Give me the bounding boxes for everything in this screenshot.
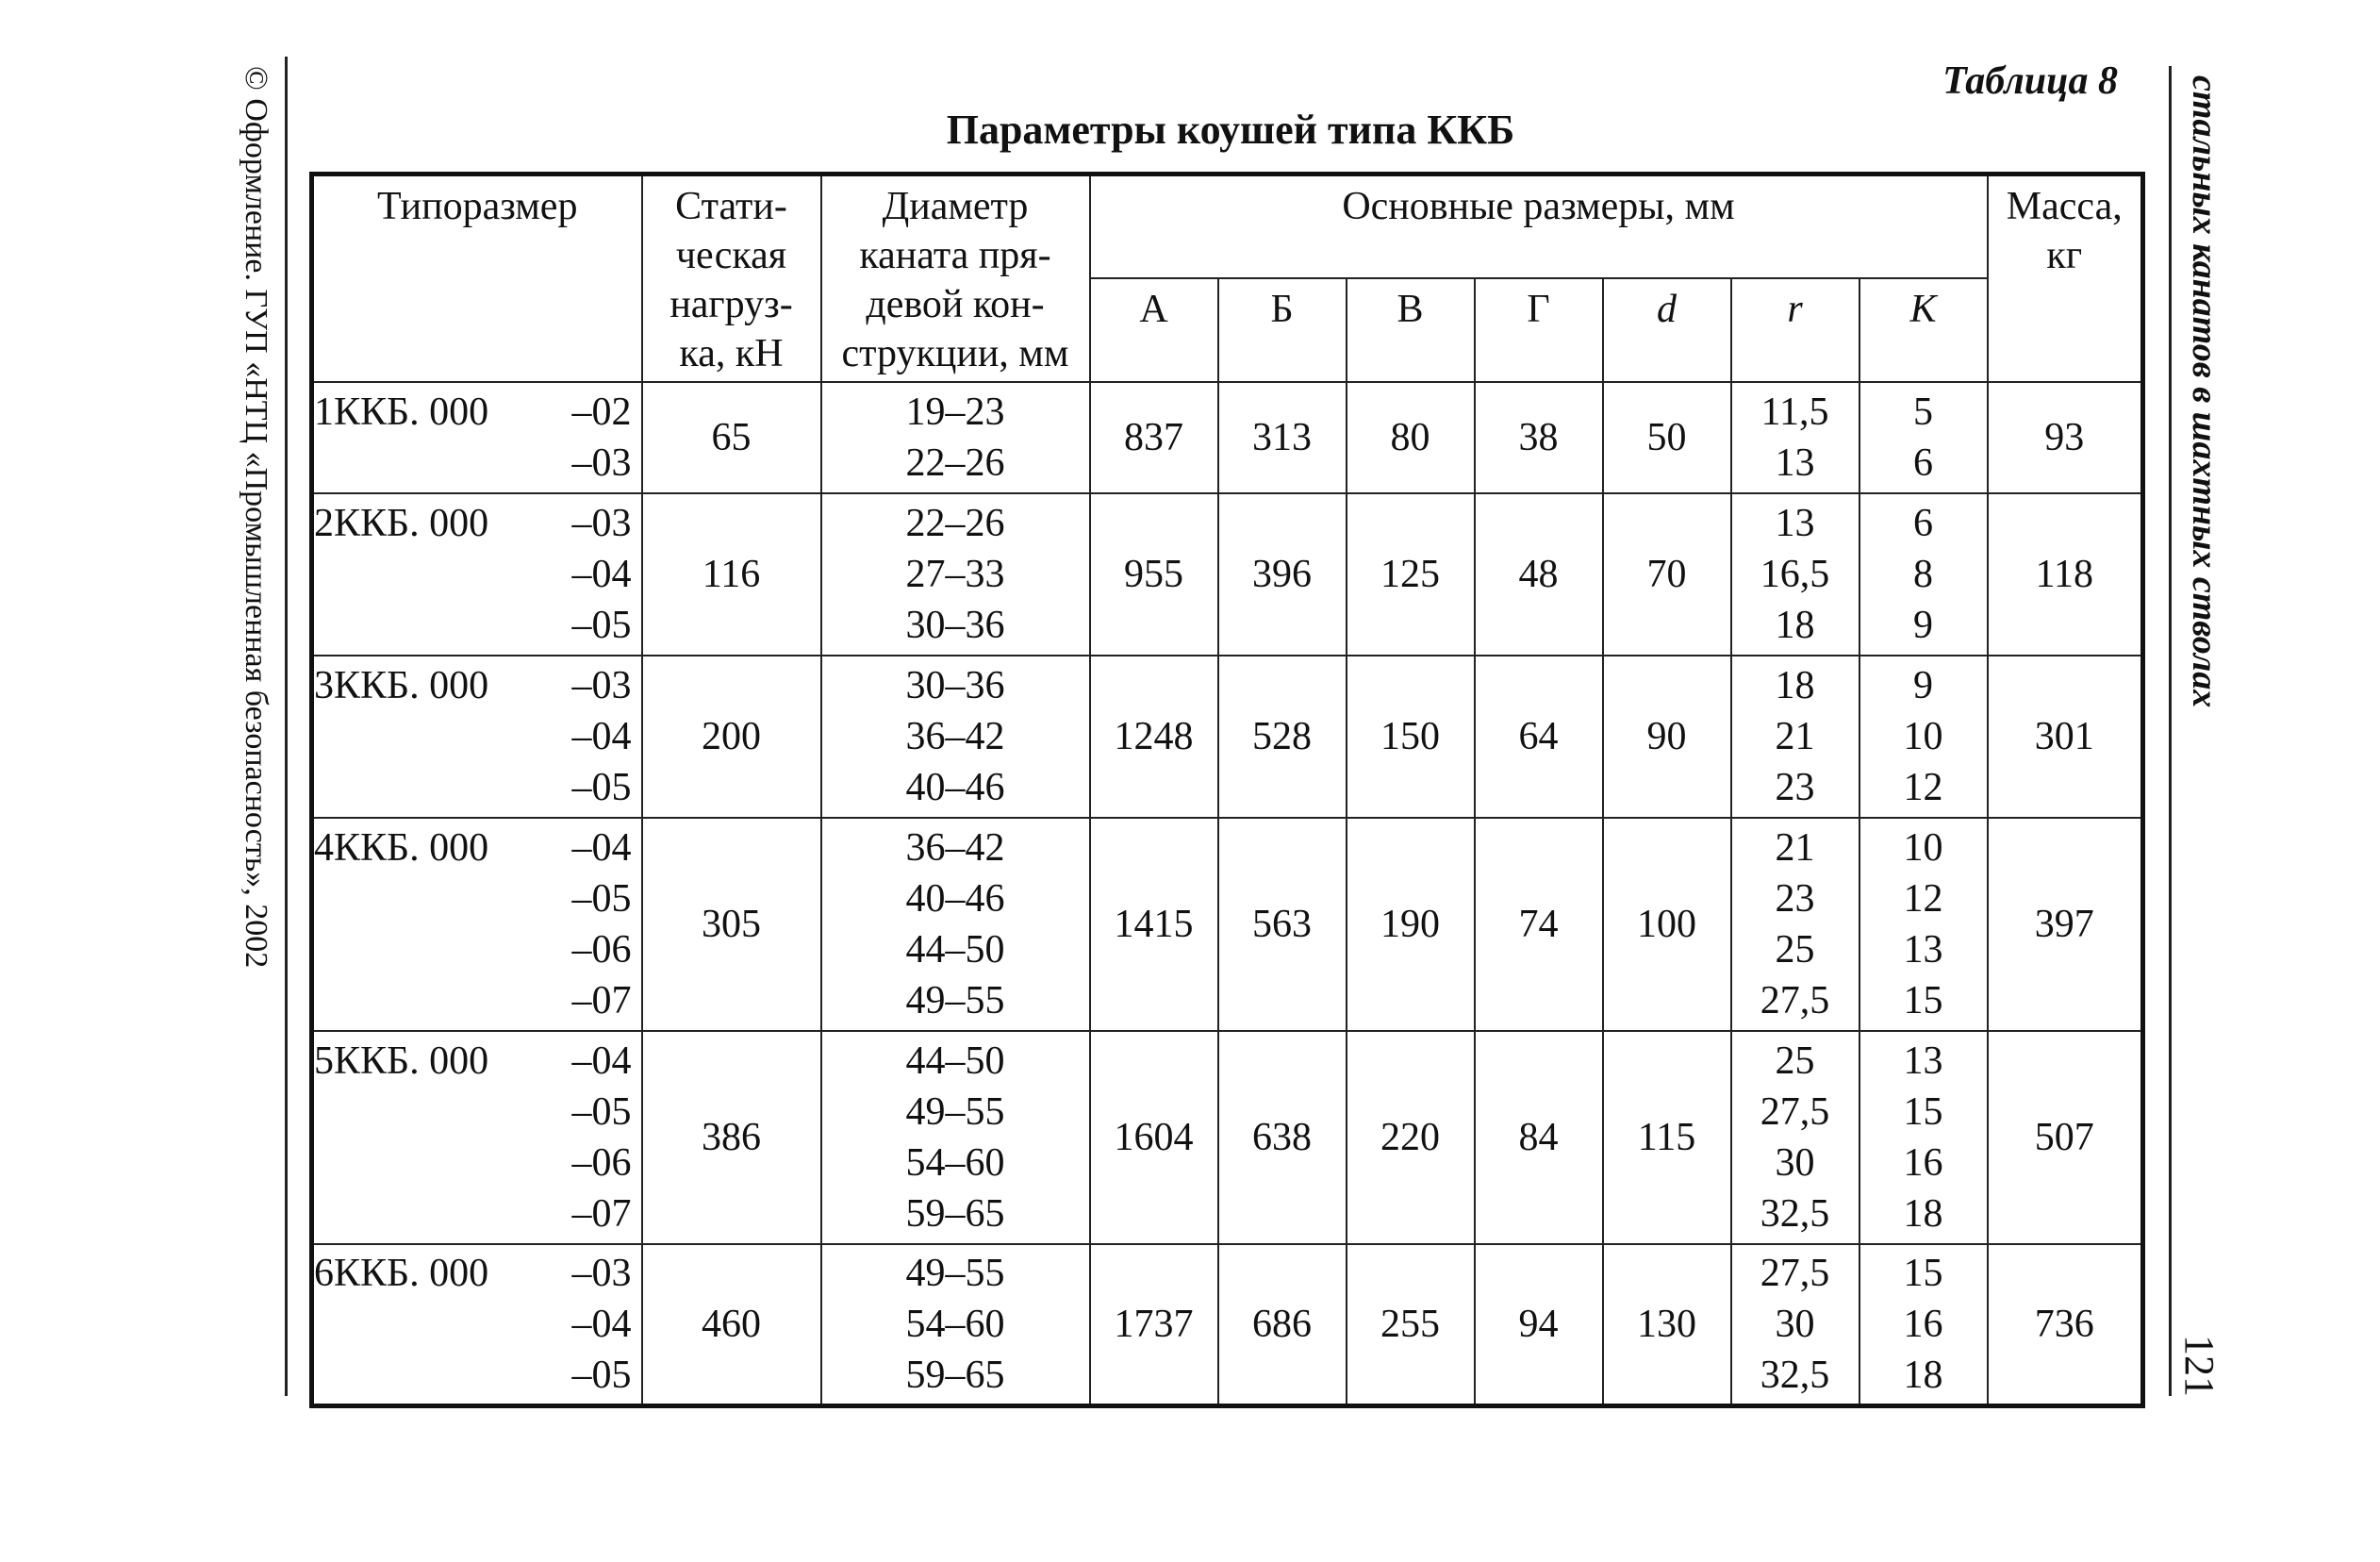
header-r: r bbox=[1731, 278, 1859, 382]
type-line bbox=[314, 924, 641, 975]
cell-r bbox=[1731, 493, 1859, 656]
type-code: –07 bbox=[571, 1191, 632, 1236]
cell-r bbox=[1731, 818, 1859, 1031]
diameter-value: 49–55 bbox=[905, 978, 1005, 1022]
type-code: –03 bbox=[571, 1251, 632, 1295]
table-row bbox=[312, 656, 2143, 818]
type-line bbox=[314, 600, 641, 651]
cell-G: 74 bbox=[1475, 818, 1603, 1031]
header-G: Г bbox=[1475, 278, 1603, 382]
r-stack bbox=[1732, 660, 1859, 813]
cell-K bbox=[1859, 818, 1988, 1031]
cell-load: 305 bbox=[642, 818, 821, 1031]
type-line bbox=[314, 1350, 641, 1401]
type-code: –06 bbox=[571, 1140, 632, 1185]
r-stack bbox=[1732, 387, 1859, 489]
type-line bbox=[314, 1299, 641, 1350]
K-stack bbox=[1860, 387, 1987, 489]
cell-r bbox=[1731, 1244, 1859, 1406]
type-code: –04 bbox=[571, 714, 632, 758]
cell-mass: 736 bbox=[1988, 1244, 2143, 1406]
diameter-value: 54–60 bbox=[905, 1140, 1005, 1185]
cell-B: 638 bbox=[1218, 1031, 1347, 1244]
diameter-value: 30–36 bbox=[905, 663, 1005, 707]
r-value: 21 bbox=[1775, 825, 1815, 870]
diameter-stack bbox=[822, 1248, 1089, 1401]
K-value: 6 bbox=[1913, 440, 1933, 485]
left-margin-rule bbox=[285, 57, 288, 1396]
cell-A: 955 bbox=[1090, 493, 1218, 656]
diameter-value: 54–60 bbox=[905, 1302, 1005, 1346]
right-margin-rule bbox=[2169, 66, 2172, 1396]
type-code: –02 bbox=[571, 390, 632, 434]
K-value: 16 bbox=[1903, 1140, 1943, 1185]
type-line bbox=[314, 1036, 641, 1087]
cell-V: 80 bbox=[1347, 382, 1475, 493]
r-value: 18 bbox=[1775, 603, 1815, 647]
type-code: –07 bbox=[571, 978, 632, 1022]
cell-mass: 301 bbox=[1988, 656, 2143, 818]
K-value: 15 bbox=[1903, 1089, 1943, 1134]
type-code: –05 bbox=[571, 603, 632, 647]
cell-type bbox=[312, 382, 642, 493]
cell-diameter bbox=[821, 382, 1090, 493]
header-V: В bbox=[1347, 278, 1475, 382]
type-prefix: 3ККБ. 000 bbox=[314, 663, 489, 707]
K-value: 12 bbox=[1903, 876, 1943, 921]
header-type: Типоразмер bbox=[312, 174, 642, 382]
type-line bbox=[314, 711, 641, 762]
type-line bbox=[314, 762, 641, 813]
cell-G: 94 bbox=[1475, 1244, 1603, 1406]
cell-d: 100 bbox=[1603, 818, 1731, 1031]
table-row bbox=[312, 382, 2143, 493]
cell-diameter bbox=[821, 818, 1090, 1031]
type-code: –05 bbox=[571, 1089, 632, 1134]
cell-r bbox=[1731, 1031, 1859, 1244]
cell-K bbox=[1859, 1244, 1988, 1406]
type-code: –04 bbox=[571, 1302, 632, 1346]
K-value: 10 bbox=[1903, 714, 1943, 758]
cell-type bbox=[312, 818, 642, 1031]
diameter-value: 59–65 bbox=[905, 1353, 1005, 1397]
r-stack bbox=[1732, 1036, 1859, 1239]
K-value: 18 bbox=[1903, 1353, 1943, 1397]
cell-r bbox=[1731, 656, 1859, 818]
K-value: 13 bbox=[1903, 927, 1943, 972]
table-row bbox=[312, 818, 2143, 1031]
cell-V: 255 bbox=[1347, 1244, 1475, 1406]
K-value: 10 bbox=[1903, 825, 1943, 870]
r-value: 27,5 bbox=[1760, 1089, 1830, 1134]
header-A: А bbox=[1090, 278, 1218, 382]
r-value: 23 bbox=[1775, 876, 1815, 921]
diameter-value: 19–23 bbox=[905, 390, 1005, 434]
cell-A: 1737 bbox=[1090, 1244, 1218, 1406]
page-number: 121 bbox=[2176, 1335, 2223, 1397]
cell-type bbox=[312, 1244, 642, 1406]
diameter-value: 49–55 bbox=[905, 1089, 1005, 1134]
K-stack bbox=[1860, 1248, 1987, 1401]
type-code: –04 bbox=[571, 552, 632, 596]
type-line bbox=[314, 1087, 641, 1138]
K-value: 15 bbox=[1903, 1251, 1943, 1295]
r-value: 27,5 bbox=[1760, 978, 1830, 1022]
r-stack bbox=[1732, 498, 1859, 651]
type-prefix: 5ККБ. 000 bbox=[314, 1039, 489, 1083]
type-code: –04 bbox=[571, 1039, 632, 1083]
diameter-value: 40–46 bbox=[905, 876, 1005, 921]
diameter-value: 36–42 bbox=[905, 714, 1005, 758]
type-code: –04 bbox=[571, 825, 632, 870]
r-value: 30 bbox=[1775, 1302, 1815, 1346]
cell-V: 220 bbox=[1347, 1031, 1475, 1244]
table-title: Параметры коушей типа ККБ bbox=[946, 107, 1515, 153]
cell-V: 125 bbox=[1347, 493, 1475, 656]
type-line bbox=[314, 1248, 641, 1299]
header-dimensions: Основные размеры, мм bbox=[1090, 174, 1988, 278]
cell-B: 528 bbox=[1218, 656, 1347, 818]
cell-K bbox=[1859, 382, 1988, 493]
diameter-stack bbox=[822, 387, 1089, 489]
cell-d: 130 bbox=[1603, 1244, 1731, 1406]
parameters-table bbox=[309, 172, 2145, 1408]
diameter-value: 59–65 bbox=[905, 1191, 1005, 1236]
K-stack bbox=[1860, 1036, 1987, 1239]
table-row bbox=[312, 1244, 2143, 1406]
r-value: 18 bbox=[1775, 663, 1815, 707]
diameter-value: 40–46 bbox=[905, 765, 1005, 809]
cell-K bbox=[1859, 493, 1988, 656]
type-code: –05 bbox=[571, 765, 632, 809]
header-load: Стати- ческая нагруз- ка, кН bbox=[642, 174, 821, 382]
r-value: 25 bbox=[1775, 1039, 1815, 1083]
cell-B: 396 bbox=[1218, 493, 1347, 656]
type-line bbox=[314, 823, 641, 873]
cell-K bbox=[1859, 1031, 1988, 1244]
type-line bbox=[314, 498, 641, 549]
type-line bbox=[314, 387, 641, 438]
cell-d: 90 bbox=[1603, 656, 1731, 818]
r-value: 16,5 bbox=[1760, 552, 1830, 596]
type-line bbox=[314, 1188, 641, 1239]
cell-load: 386 bbox=[642, 1031, 821, 1244]
cell-B: 313 bbox=[1218, 382, 1347, 493]
diameter-stack bbox=[822, 823, 1089, 1026]
diameter-stack bbox=[822, 1036, 1089, 1239]
r-value: 13 bbox=[1775, 440, 1815, 485]
r-value: 30 bbox=[1775, 1140, 1815, 1185]
cell-diameter bbox=[821, 1244, 1090, 1406]
K-value: 18 bbox=[1903, 1191, 1943, 1236]
type-code: –05 bbox=[571, 1353, 632, 1397]
type-prefix: 1ККБ. 000 bbox=[314, 390, 489, 434]
diameter-value: 44–50 bbox=[905, 927, 1005, 972]
K-value: 6 bbox=[1913, 501, 1933, 545]
type-code: –06 bbox=[571, 927, 632, 972]
type-prefix: 4ККБ. 000 bbox=[314, 825, 489, 870]
diameter-value: 22–26 bbox=[905, 440, 1005, 485]
r-value: 13 bbox=[1775, 501, 1815, 545]
cell-r bbox=[1731, 382, 1859, 493]
cell-A: 1248 bbox=[1090, 656, 1218, 818]
diameter-stack bbox=[822, 498, 1089, 651]
diameter-value: 27–33 bbox=[905, 552, 1005, 596]
type-prefix: 6ККБ. 000 bbox=[314, 1251, 489, 1295]
diameter-value: 22–26 bbox=[905, 501, 1005, 545]
table-row bbox=[312, 1031, 2143, 1244]
cell-G: 48 bbox=[1475, 493, 1603, 656]
diameter-stack bbox=[822, 660, 1089, 813]
diameter-value: 44–50 bbox=[905, 1039, 1005, 1083]
cell-type bbox=[312, 1031, 642, 1244]
cell-B: 686 bbox=[1218, 1244, 1347, 1406]
K-stack bbox=[1860, 660, 1987, 813]
type-line bbox=[314, 549, 641, 600]
cell-load: 200 bbox=[642, 656, 821, 818]
cell-type bbox=[312, 656, 642, 818]
cell-d: 115 bbox=[1603, 1031, 1731, 1244]
r-value: 27,5 bbox=[1760, 1251, 1830, 1295]
r-value: 11,5 bbox=[1760, 390, 1829, 434]
cell-mass: 397 bbox=[1988, 818, 2143, 1031]
cell-load: 116 bbox=[642, 493, 821, 656]
r-value: 32,5 bbox=[1760, 1353, 1830, 1397]
cell-V: 190 bbox=[1347, 818, 1475, 1031]
cell-d: 70 bbox=[1603, 493, 1731, 656]
type-line bbox=[314, 975, 641, 1026]
type-line bbox=[314, 1138, 641, 1188]
left-margin-copyright: © Оформление. ГУП «НТЦ «Промышленная безопасность», 2002 bbox=[239, 66, 273, 969]
type-prefix: 2ККБ. 000 bbox=[314, 501, 489, 545]
r-value: 32,5 bbox=[1760, 1191, 1830, 1236]
K-value: 13 bbox=[1903, 1039, 1943, 1083]
cell-K bbox=[1859, 656, 1988, 818]
type-code: –05 bbox=[571, 876, 632, 921]
diameter-value: 36–42 bbox=[905, 825, 1005, 870]
cell-B: 563 bbox=[1218, 818, 1347, 1031]
cell-diameter bbox=[821, 656, 1090, 818]
K-value: 15 bbox=[1903, 978, 1943, 1022]
cell-load: 460 bbox=[642, 1244, 821, 1406]
type-line bbox=[314, 873, 641, 924]
cell-A: 837 bbox=[1090, 382, 1218, 493]
table-row bbox=[312, 493, 2143, 656]
cell-A: 1604 bbox=[1090, 1031, 1218, 1244]
K-value: 5 bbox=[1913, 390, 1933, 434]
r-value: 21 bbox=[1775, 714, 1815, 758]
header-d: d bbox=[1603, 278, 1731, 382]
header-K: K bbox=[1859, 278, 1988, 382]
header-mass: Масса, кг bbox=[1988, 174, 2143, 382]
cell-A: 1415 bbox=[1090, 818, 1218, 1031]
cell-V: 150 bbox=[1347, 656, 1475, 818]
cell-diameter bbox=[821, 493, 1090, 656]
cell-G: 38 bbox=[1475, 382, 1603, 493]
r-stack bbox=[1732, 1248, 1859, 1401]
K-value: 9 bbox=[1913, 603, 1933, 647]
type-code: –03 bbox=[571, 663, 632, 707]
diameter-value: 49–55 bbox=[905, 1251, 1005, 1295]
cell-mass: 93 bbox=[1988, 382, 2143, 493]
type-code: –03 bbox=[571, 440, 632, 485]
K-stack bbox=[1860, 823, 1987, 1026]
cell-G: 84 bbox=[1475, 1031, 1603, 1244]
cell-load: 65 bbox=[642, 382, 821, 493]
K-value: 16 bbox=[1903, 1302, 1943, 1346]
r-value: 25 bbox=[1775, 927, 1815, 972]
header-B: Б bbox=[1218, 278, 1347, 382]
running-header: стальных канатов в шахтных стволах bbox=[2185, 75, 2224, 708]
cell-diameter bbox=[821, 1031, 1090, 1244]
cell-type bbox=[312, 493, 642, 656]
cell-mass: 118 bbox=[1988, 493, 2143, 656]
K-value: 9 bbox=[1913, 663, 1933, 707]
K-stack bbox=[1860, 498, 1987, 651]
cell-d: 50 bbox=[1603, 382, 1731, 493]
type-code: –03 bbox=[571, 501, 632, 545]
type-line bbox=[314, 660, 641, 711]
type-line bbox=[314, 438, 641, 489]
r-stack bbox=[1732, 823, 1859, 1026]
K-value: 12 bbox=[1903, 765, 1943, 809]
table-label: Таблица 8 bbox=[1942, 59, 2118, 103]
header-diameter: Диаметр каната пря- девой кон- струкции, мм bbox=[821, 174, 1090, 382]
r-value: 23 bbox=[1775, 765, 1815, 809]
K-value: 8 bbox=[1913, 552, 1933, 596]
diameter-value: 30–36 bbox=[905, 603, 1005, 647]
cell-mass: 507 bbox=[1988, 1031, 2143, 1244]
cell-G: 64 bbox=[1475, 656, 1603, 818]
